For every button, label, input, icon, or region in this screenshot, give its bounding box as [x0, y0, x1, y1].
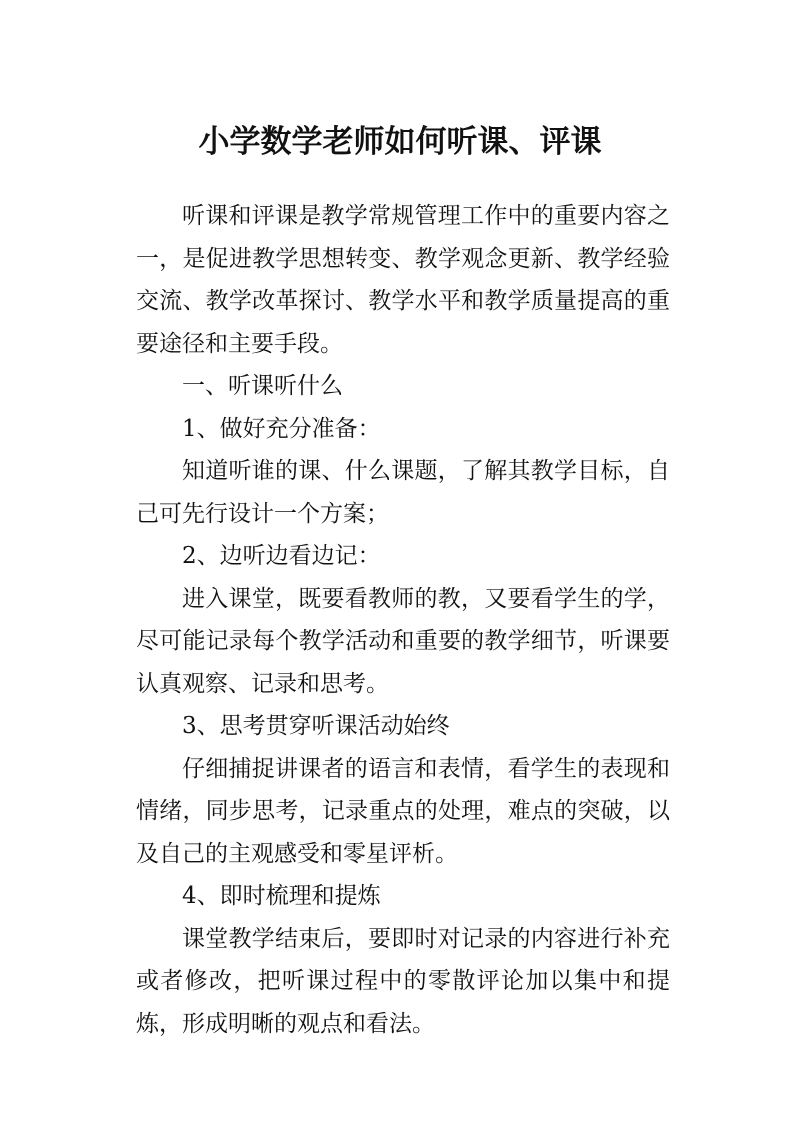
paragraph-refine: 课堂教学结束后，要即时对记录的内容进行补充或者修改，把听课过程中的零散评论加以集中和提炼，形成明晰的观点和看法。	[136, 925, 670, 1037]
paragraph-think: 仔细捕捉讲课者的语言和表情，看学生的表现和情绪，同步思考，记录重点的处理，难点的突破，以及自己的主观感受和零星评析。	[136, 755, 670, 867]
subheading-think: 3、思考贯穿听课活动始终	[182, 713, 450, 739]
paragraph-prepare: 知道听谁的课、什么课题，了解其教学目标，自己可先行设计一个方案；	[136, 458, 670, 527]
subheading-refine: 4、即时梳理和提炼	[182, 883, 381, 909]
paragraph-record: 进入课堂，既要看教师的教，又要看学生的学，尽可能记录每个教学活动和重要的教学细节，听课要认真观察、记录和思考。	[136, 585, 670, 697]
intro-paragraph: 听课和评课是教学常规管理工作中的重要内容之一，是促进教学思想转变、教学观念更新、教学经验交流、教学改革探讨、教学水平和教学质量提高的重要途径和主要手段。	[136, 203, 670, 357]
subheading-record: 2、边听边看边记：	[182, 543, 381, 569]
document-title: 小学数学老师如何听课、评课	[198, 123, 602, 160]
document-body	[136, 195, 670, 1045]
subheading-prepare: 1、做好充分准备：	[182, 415, 381, 442]
section-heading-listen: 一、听课听什么	[182, 373, 343, 399]
